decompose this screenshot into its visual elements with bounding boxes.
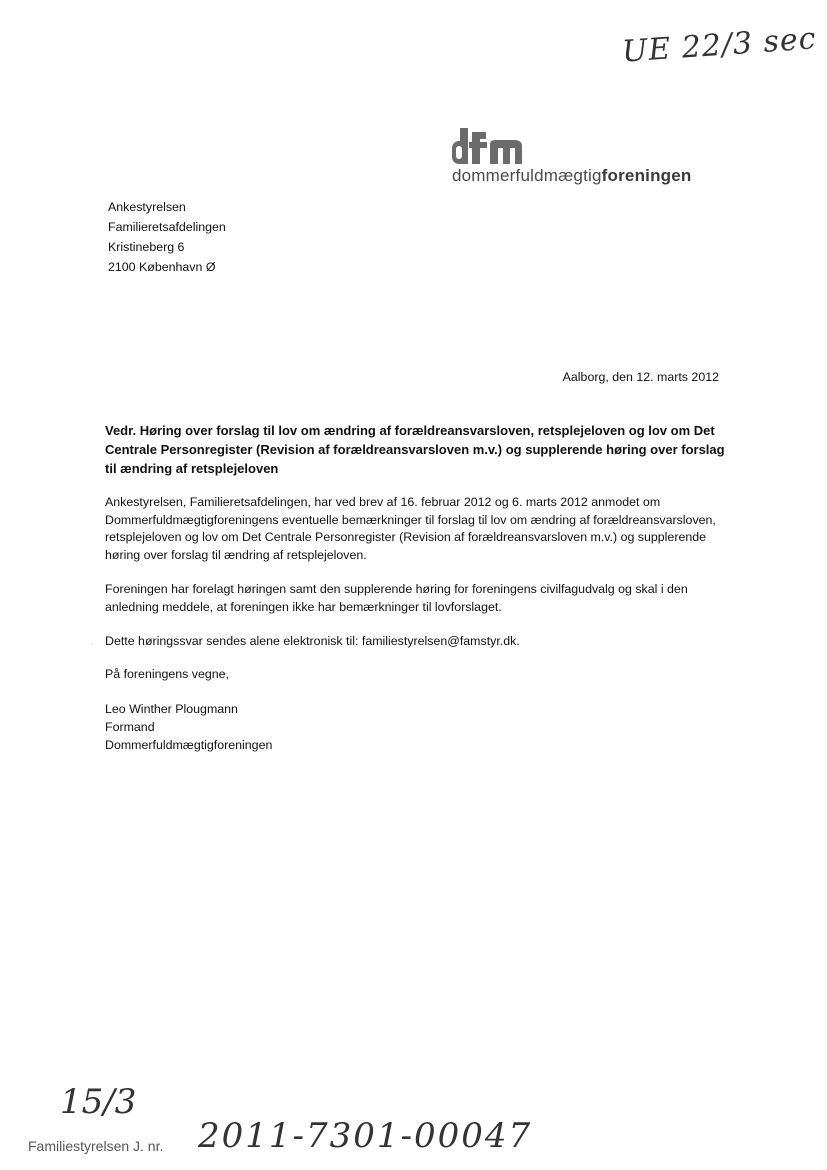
recipient-address [108, 197, 226, 277]
signatory-name: Leo Winther Plougmann [105, 702, 238, 716]
body-paragraph-2: Foreningen har forelagt høringen samt den supplerende høring for foreningens civilfagudvalg og skal i den anledning meddele, at foreningen ikke har bemærkninger til lovforslaget. [105, 582, 688, 614]
body-paragraph-3: Dette høringssvar sendes alene elektronisk til: familiestyrelsen@famstyr.dk. [105, 634, 520, 648]
organization-name-bold: foreningen [601, 166, 692, 185]
address-line: Familieretsafdelingen [108, 220, 226, 234]
handwritten-journal-number: 2011-7301-00047 [198, 1116, 533, 1156]
scan-mark: · [90, 640, 93, 649]
address-line: Kristineberg 6 [108, 240, 185, 254]
handwritten-date-bottom: 15/3 [60, 1082, 137, 1122]
organization-name [452, 166, 712, 186]
handwritten-annotation-top: UE 22/3 sec [621, 21, 818, 70]
organization-logo [452, 128, 712, 186]
dfm-logo-icon [452, 128, 524, 164]
signature-block [105, 700, 272, 754]
address-line: 2100 København Ø [108, 260, 216, 274]
signatory-organization: Dommerfuldmægtigforeningen [105, 738, 273, 752]
organization-name-light: dommerfuldmægtig [452, 166, 602, 185]
journal-number-label: Familiestyrelsen J. nr. [28, 1138, 164, 1154]
body-paragraph-1: Ankestyrelsen, Familieretsafdelingen, har ved brev af 16. februar 2012 og 6. marts 2012 anmodet om Dommerfuldmægtigforeningens eventuelle bemærkninger til forslag til lov om ændring af forældreansvarsloven, retsplejeloven og lov om Det Centrale Personregister (Revision af forældreansvarsloven m.v.) og supplerende høring over forslag til ændring af retsplejeloven. [105, 495, 716, 562]
subject-heading: Vedr. Høring over forslag til lov om ændring af forældreansvarsloven, retsplejeloven og lov om Det Centrale Personregister (Revision af forældreansvarsloven m.v.) og supplerende høring over forslag til ændring af retsplejeloven [105, 423, 725, 476]
address-line: Ankestyrelsen [108, 200, 186, 214]
closing-line: På foreningens vegne, [105, 667, 229, 681]
letter-date: Aalborg, den 12. marts 2012 [562, 370, 719, 384]
signatory-title: Formand [105, 720, 155, 734]
